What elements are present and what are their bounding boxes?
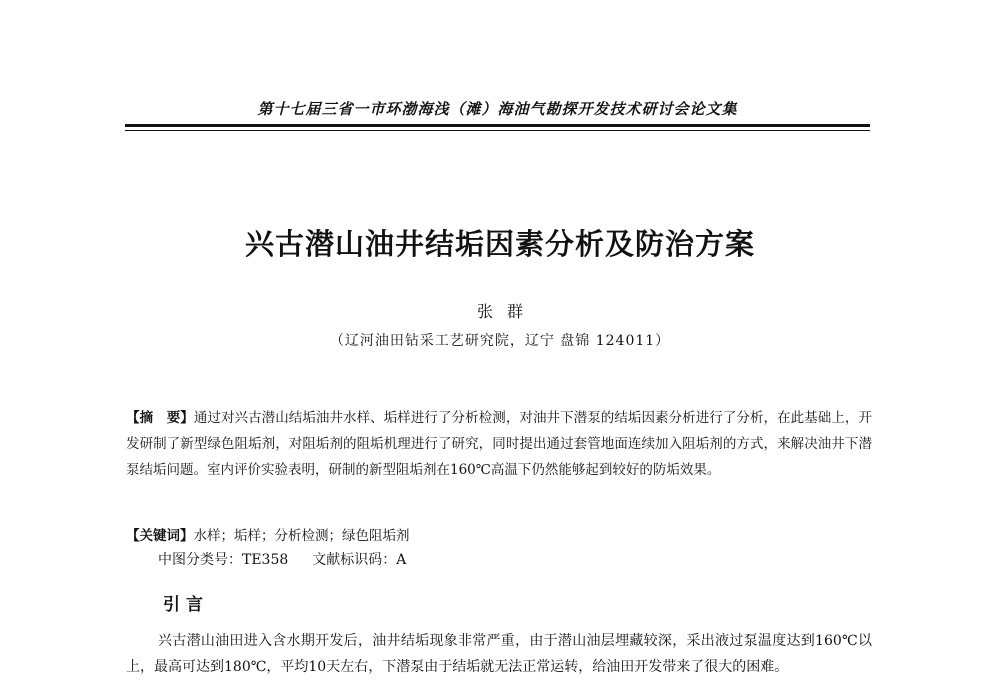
keywords-label: 【关键词】 <box>126 528 194 544</box>
abstract-paragraph <box>126 405 872 483</box>
author-name: 张群 <box>476 302 537 321</box>
body-paragraph: 兴古潜山油田进入含水期开发后，油井结垢现象非常严重，由于潜山油层埋藏较深，采出液过泵温度达到160℃以上，最高可达到180℃，平均10天左右，下潜泵由于结垢就无法正常运转，给油田开发带来了很大的困难。 <box>126 633 872 675</box>
abstract-label: 【摘 要】 <box>126 410 194 426</box>
section-heading-introduction: 引言 <box>163 595 209 615</box>
document-code: 文献标识码：A <box>312 552 407 568</box>
header-rule-thick <box>125 124 870 127</box>
author-affiliation: （辽河油田钻采工艺研究院，辽宁 盘锦 124011） <box>329 333 671 349</box>
abstract-text: 通过对兴古潜山结垢油井水样、垢样进行了分析检测，对油井下潜泵的结垢因素分析进行了分析，在此基础上，开发研制了新型绿色阻垢剂，对阻垢剂的阻垢机理进行了研究，同时提出通过套管地面连续加入阻垢剂的方式，来解决油井下潜泵结垢问题。室内评价实验表明，研制的新型阻垢剂在160℃高温下仍然能够起到较好的防垢效果。 <box>126 410 873 478</box>
running-header: 第十七届三省一市环渤海浅（滩）海油气勘探开发技术研讨会论文集 <box>257 100 738 118</box>
keywords-text: 水样；垢样；分析检测；绿色阻垢剂 <box>193 528 410 544</box>
paper-title: 兴古潜山油井结垢因素分析及防治方案 <box>244 227 755 261</box>
header-rule-thin <box>125 130 870 131</box>
clc-number: 中图分类号：TE358 <box>158 552 289 568</box>
classification-line <box>158 549 858 571</box>
keywords-line <box>126 525 872 547</box>
